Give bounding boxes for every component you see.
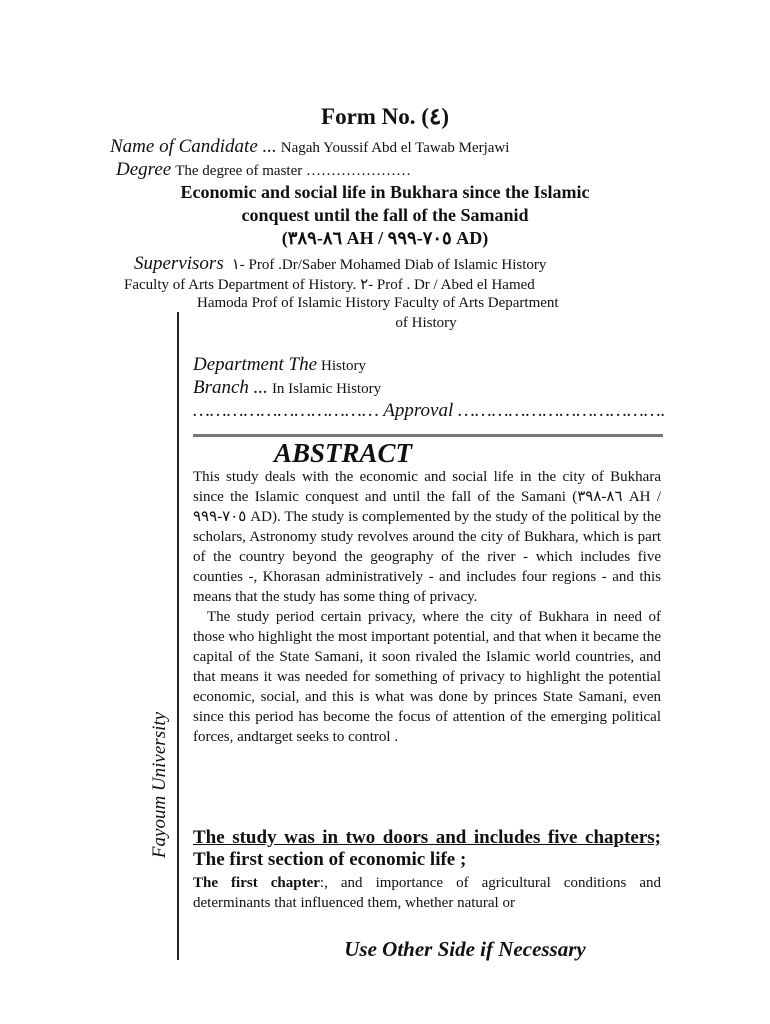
supervisors-label: Supervisors — [134, 253, 224, 274]
branch-value: In Islamic History — [271, 381, 382, 397]
margin-rule — [177, 312, 179, 960]
department-row — [193, 354, 366, 376]
supervisor-line1: ١- Prof .Dr/Saber Mohamed Diab of Islamic History — [231, 257, 547, 273]
degree-value: The degree of master ………………… — [175, 163, 411, 179]
doors-underlined: The study was in two doors and includes five chapters; — [193, 827, 661, 848]
form-title: Form No. (٤) — [321, 104, 449, 129]
approval-line: …………………………… Approval ………………………………. — [193, 400, 666, 421]
section-divider — [193, 434, 663, 437]
supervisor-line3: Hamoda Prof of Islamic History Faculty of Arts Department — [197, 295, 559, 311]
abstract-paragraph-1: This study deals with the economic and social life in the city of Bukhara since the Islamic conquest and until the fall of the Samani (٨٦-٣٩٨ AH / ٧٠٥-٩٩٩ AD). The study is complemented by the study of the political by the scholars, Astronomy study revolves around the city of Bukhara, which is part of the country beyond the geography of the river - which includes five counties -, Khorasan administratively - and includes four regions - and this means that the study has some thing of privacy. — [193, 469, 661, 605]
abstract-heading: ABSTRACT — [273, 438, 413, 468]
department-value: History — [321, 358, 367, 374]
degree-row — [116, 159, 411, 181]
thesis-title-line2: conquest until the fall of the Samanid — [241, 205, 529, 225]
branch-row — [193, 377, 381, 399]
degree-label: Degree — [116, 159, 172, 180]
university-side-label: Fayoum University — [149, 711, 170, 859]
candidate-name: Nagah Youssif Abd el Tawab Merjawi — [280, 140, 510, 156]
branch-label: Branch ... — [193, 377, 268, 398]
supervisors-row — [134, 253, 546, 275]
footer-note: Use Other Side if Necessary — [344, 937, 586, 961]
thesis-title-line1: Economic and social life in Bukhara since the Islamic — [180, 182, 590, 202]
candidate-row — [110, 136, 509, 158]
doors-statement — [193, 827, 661, 871]
department-label: Department The — [193, 354, 318, 375]
abstract-body — [193, 467, 661, 747]
supervisor-line4: of History — [395, 315, 457, 331]
first-chapter-body: :, and importance of agricultural conditions and determinants that influenced them, whether natural or — [193, 875, 661, 911]
supervisor-line2: Faculty of Arts Department of History. ٢- Prof . Dr / Abed el Hamed — [124, 277, 535, 293]
candidate-label: Name of Candidate ... — [110, 136, 277, 157]
first-chapter-label: The first chapter — [193, 875, 320, 891]
thesis-title — [0, 181, 770, 227]
doors-rest: The first section of economic life ; — [193, 849, 467, 870]
thesis-dates: (٨٦-٣٨٩ AH / ٧٠٥-٩٩٩ AD) — [281, 228, 489, 248]
abstract-paragraph-2: The study period certain privacy, where the city of Bukhara in need of those who highlight the most important potential, and that when it became the capital of the State Samani, it soon rivaled the Islamic world countries, and that means it was needed for something of privacy to highlight the potential economic, social, and this is what was done by princes State Samani, even since this period has become the focus of attention of the emerging political forces, andtarget seeks to control . — [193, 609, 661, 745]
first-chapter-text — [193, 873, 661, 913]
